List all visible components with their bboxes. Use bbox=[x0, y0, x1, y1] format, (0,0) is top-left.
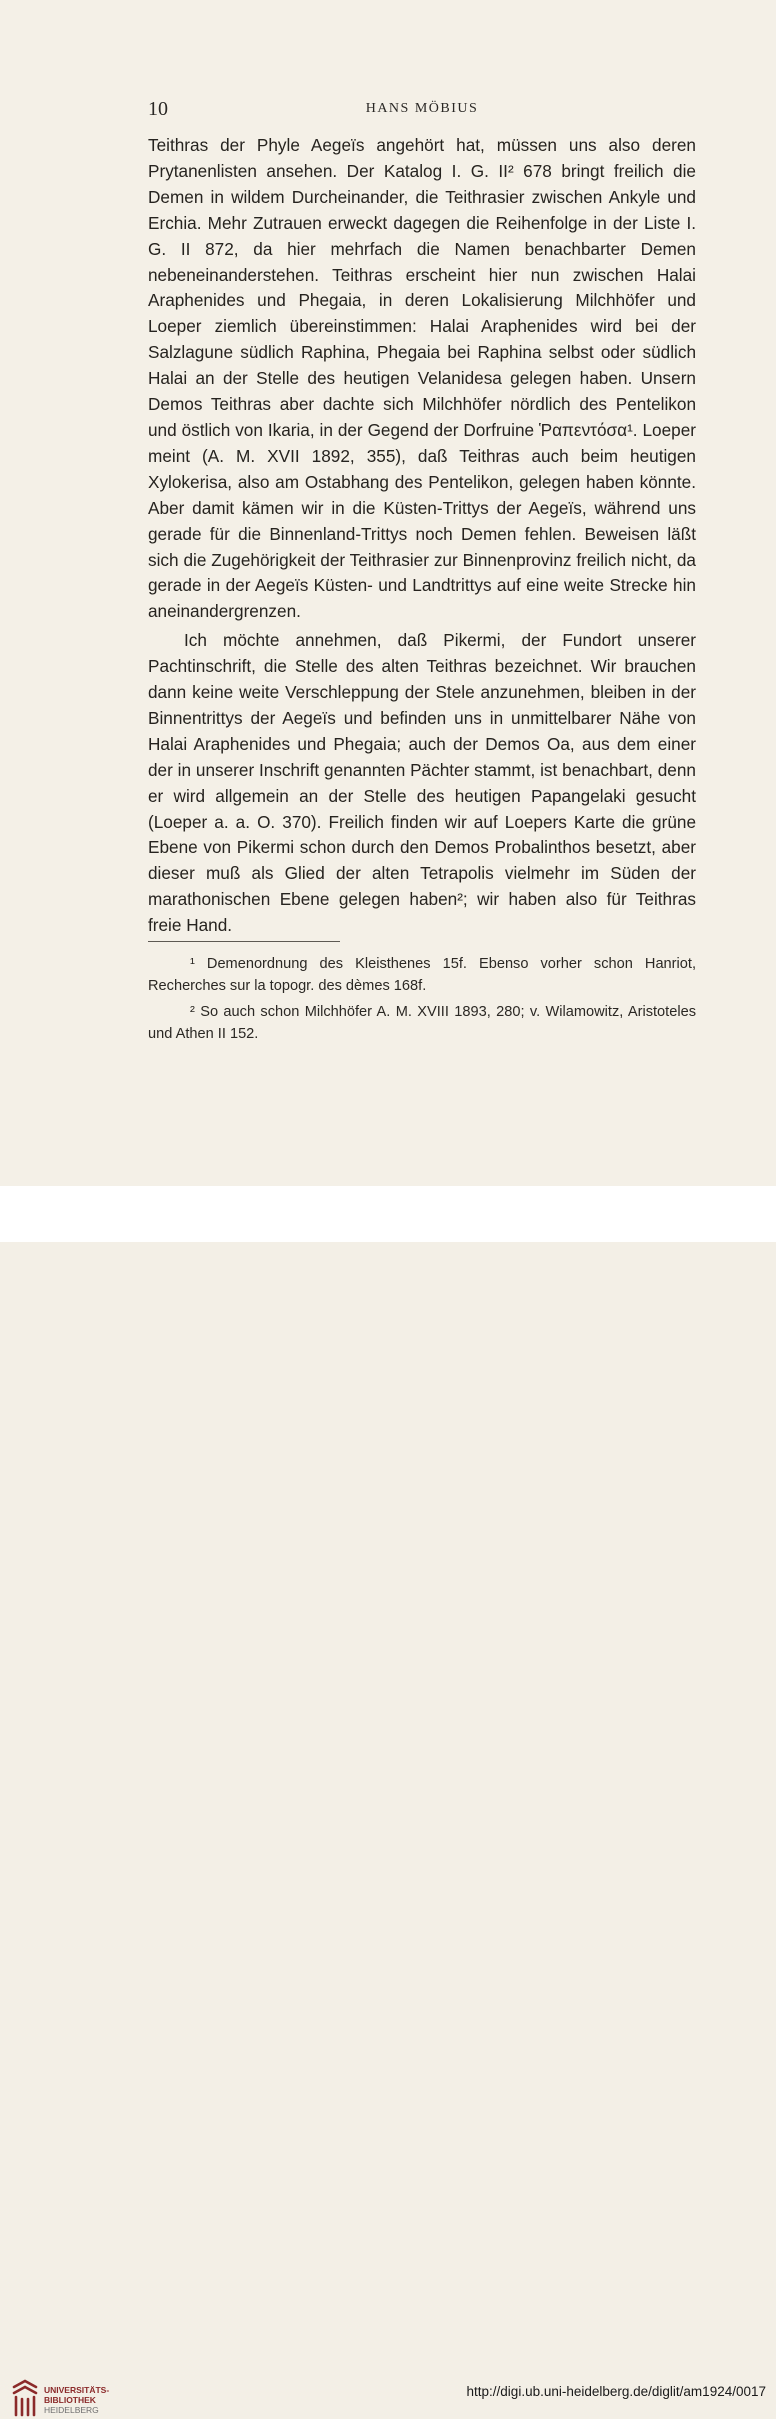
running-head: HANS MÖBIUS bbox=[365, 101, 479, 116]
library-name-line: BIBLIOTHEK bbox=[44, 2395, 96, 2405]
library-logo-icon bbox=[10, 2379, 40, 2419]
footnote: ² So auch schon Milchhöfer A. M. XVIII 1893, 280; v. Wilamowitz, Aristoteles und Athen II 152. bbox=[148, 1004, 696, 1042]
book-page bbox=[0, 0, 776, 1186]
footnotes bbox=[148, 953, 696, 1049]
library-name bbox=[44, 2385, 109, 2415]
page-url-link[interactable]: http://digi.ub.uni-heidelberg.de/diglit/am1924/0017 bbox=[466, 2384, 766, 2399]
paragraph: Teithras der Phyle Aegeïs angehört hat, müssen uns also deren Prytanenlisten ansehen. Der Katalog I. G. II² 678 bringt freilich die Demen in wildem Durcheinander, die Teithrasier zwischen Ankyle und Erchia. Mehr Zutrauen erweckt dagegen die Reihenfolge in der Liste I. G. II 872, da hier mehrfach die Namen benachbarter Demen nebeneinanderstehen. Teithras erscheint hier nun zwischen Halai Araphenides und Phegaia, in deren Lokalisierung Milchhöfer und Loeper ziemlich übereinstimmen: Halai Araphenides wird bei der Salzlagune südlich Raphina, Phegaia bei Raphina selbst oder südlich Halai an der Stelle des heutigen Velanidesa gelegen haben. Unsern Demos Teithras aber dachte sich Milchhöfer nördlich des Pentelikon und östlich von Ikaria, in der Gegend der Dorfruine Ῥαπεντόσα¹. Loeper meint (A. M. XVII 1892, 355), daß Teithras auch beim heutigen Xylokerisa, also am Ostabhang des Pentelikon, gelegen haben könnte. Aber damit kämen wir in die Küsten-Trittys der Aegeïs, während uns gerade für die Binnenland-Trittys noch Demen fehlen. Beweisen läßt sich die Zugehörigkeit der Teithrasier zur Binnenprovinz freilich nicht, da gerade in der Aegeïs Küsten- und Landtrittys auf eine weite Strecke hin aneinandergrenzen. bbox=[148, 135, 696, 622]
viewer-footer bbox=[0, 1186, 776, 2415]
footnote: ¹ Demenordnung des Kleisthenes 15f. Ebenso vorher schon Hanriot, Recherches sur la topogr. des dèmes 168f. bbox=[148, 956, 696, 994]
footnote-rule bbox=[148, 941, 340, 942]
library-name-line: HEIDELBERG bbox=[44, 2405, 99, 2415]
library-name-line: UNIVERSITÄTS- bbox=[44, 2385, 110, 2395]
paragraph: Ich möchte annehmen, daß Pikermi, der Fundort unserer Pachtinschrift, die Stelle des alten Teithras bezeichnet. Wir brauchen dann keine weite Verschleppung der Stele anzunehmen, bleiben in der Binnentrittys der Aegeïs und befinden uns in unmittelbarer Nähe von Halai Araphenides und Phegaia; auch der Demos Oa, aus dem einer der in unserer Inschrift genannten Pächter stammt, ist benachbart, denn er wird allgemein an der Stelle des heutigen Papangelaki gesucht (Loeper a. a. O. 370). Freilich finden wir auf Loepers Karte die grüne Ebene von Pikermi schon durch den Demos Probalinthos besetzt, aber dieser muß als Glied der alten Tetrapolis vielmehr im Süden der marathonischen Ebene gelegen haben²; wir haben also für Teithras freie Hand. bbox=[148, 630, 696, 936]
main-text bbox=[148, 133, 696, 939]
page-number: 10 bbox=[148, 98, 168, 120]
page-header bbox=[148, 98, 696, 122]
